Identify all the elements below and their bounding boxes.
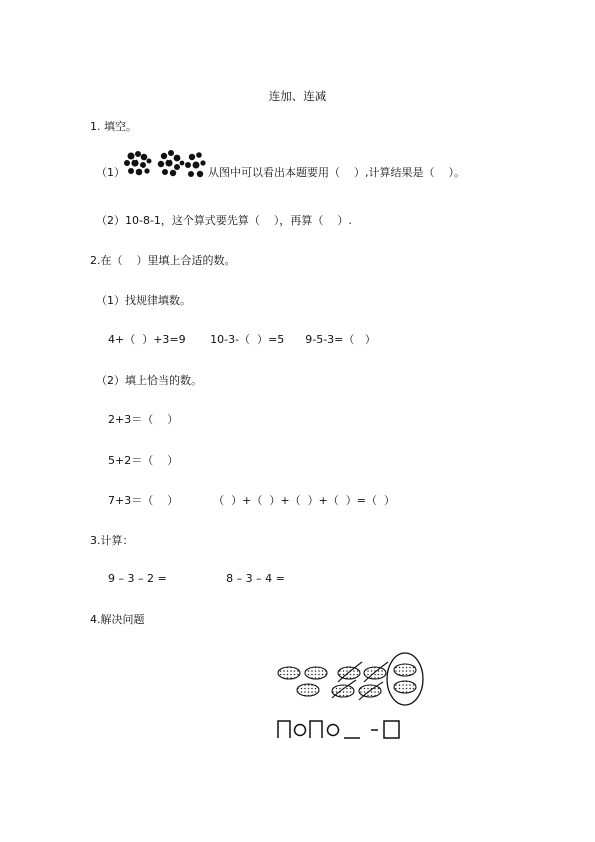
answer-box-icon bbox=[278, 721, 290, 738]
operator-circle-icon bbox=[295, 725, 306, 736]
dotted-oval-icon bbox=[394, 681, 416, 693]
page-title: 连加、连减 bbox=[268, 89, 327, 103]
dotted-ovals-illustration bbox=[272, 652, 432, 708]
q2-sub2-line-2: 5+2＝（ ） bbox=[108, 454, 179, 467]
q1-item1-prefix: （1） bbox=[96, 166, 125, 179]
answer-box-icon bbox=[384, 721, 399, 738]
crossed-oval-icon bbox=[338, 667, 360, 679]
equation-answer-boxes bbox=[274, 718, 404, 740]
q2-sub2-heading: （2）填上恰当的数。 bbox=[96, 374, 202, 387]
dotted-oval-icon bbox=[278, 667, 300, 679]
q2-sub2-line-1: 2+3＝（ ） bbox=[108, 413, 179, 426]
q3-heading: 3.计算： bbox=[90, 534, 134, 547]
operator-circle-icon bbox=[328, 725, 339, 736]
dotted-oval-icon bbox=[305, 667, 327, 679]
q3-line: 9 – 3 – 2 = 8 – 3 – 4 = bbox=[108, 572, 285, 585]
dotted-oval-icon bbox=[394, 664, 416, 676]
q2-sub1-heading: （1）找规律填数。 bbox=[96, 294, 191, 307]
q1-heading: 1. 填空。 bbox=[90, 120, 137, 133]
group-ellipse-icon bbox=[387, 653, 423, 705]
q1-item1-text: 从图中可以看出本题要用（ ）,计算结果是（ ）。 bbox=[208, 166, 465, 179]
q1-item2-text: （2）10-8-1，这个算式要先算（ ），再算（ ）. bbox=[96, 214, 352, 227]
q2-heading: 2.在（ ）里填上合适的数。 bbox=[90, 254, 236, 267]
spotted-blob-cluster-icon bbox=[122, 148, 208, 182]
answer-box-icon bbox=[310, 721, 322, 738]
q4-heading: 4.解决问题 bbox=[90, 613, 145, 626]
q2-sub1-line: 4+（ ）+3=9 10-3-（ ）=5 9-5-3=（ ） bbox=[108, 333, 376, 346]
q2-sub2-line-3: 7+3＝（ ） （ ）+（ ）+（ ）+（ ）=（ ） bbox=[108, 494, 395, 507]
crossed-oval-icon bbox=[364, 667, 386, 679]
dotted-oval-icon bbox=[297, 684, 319, 696]
